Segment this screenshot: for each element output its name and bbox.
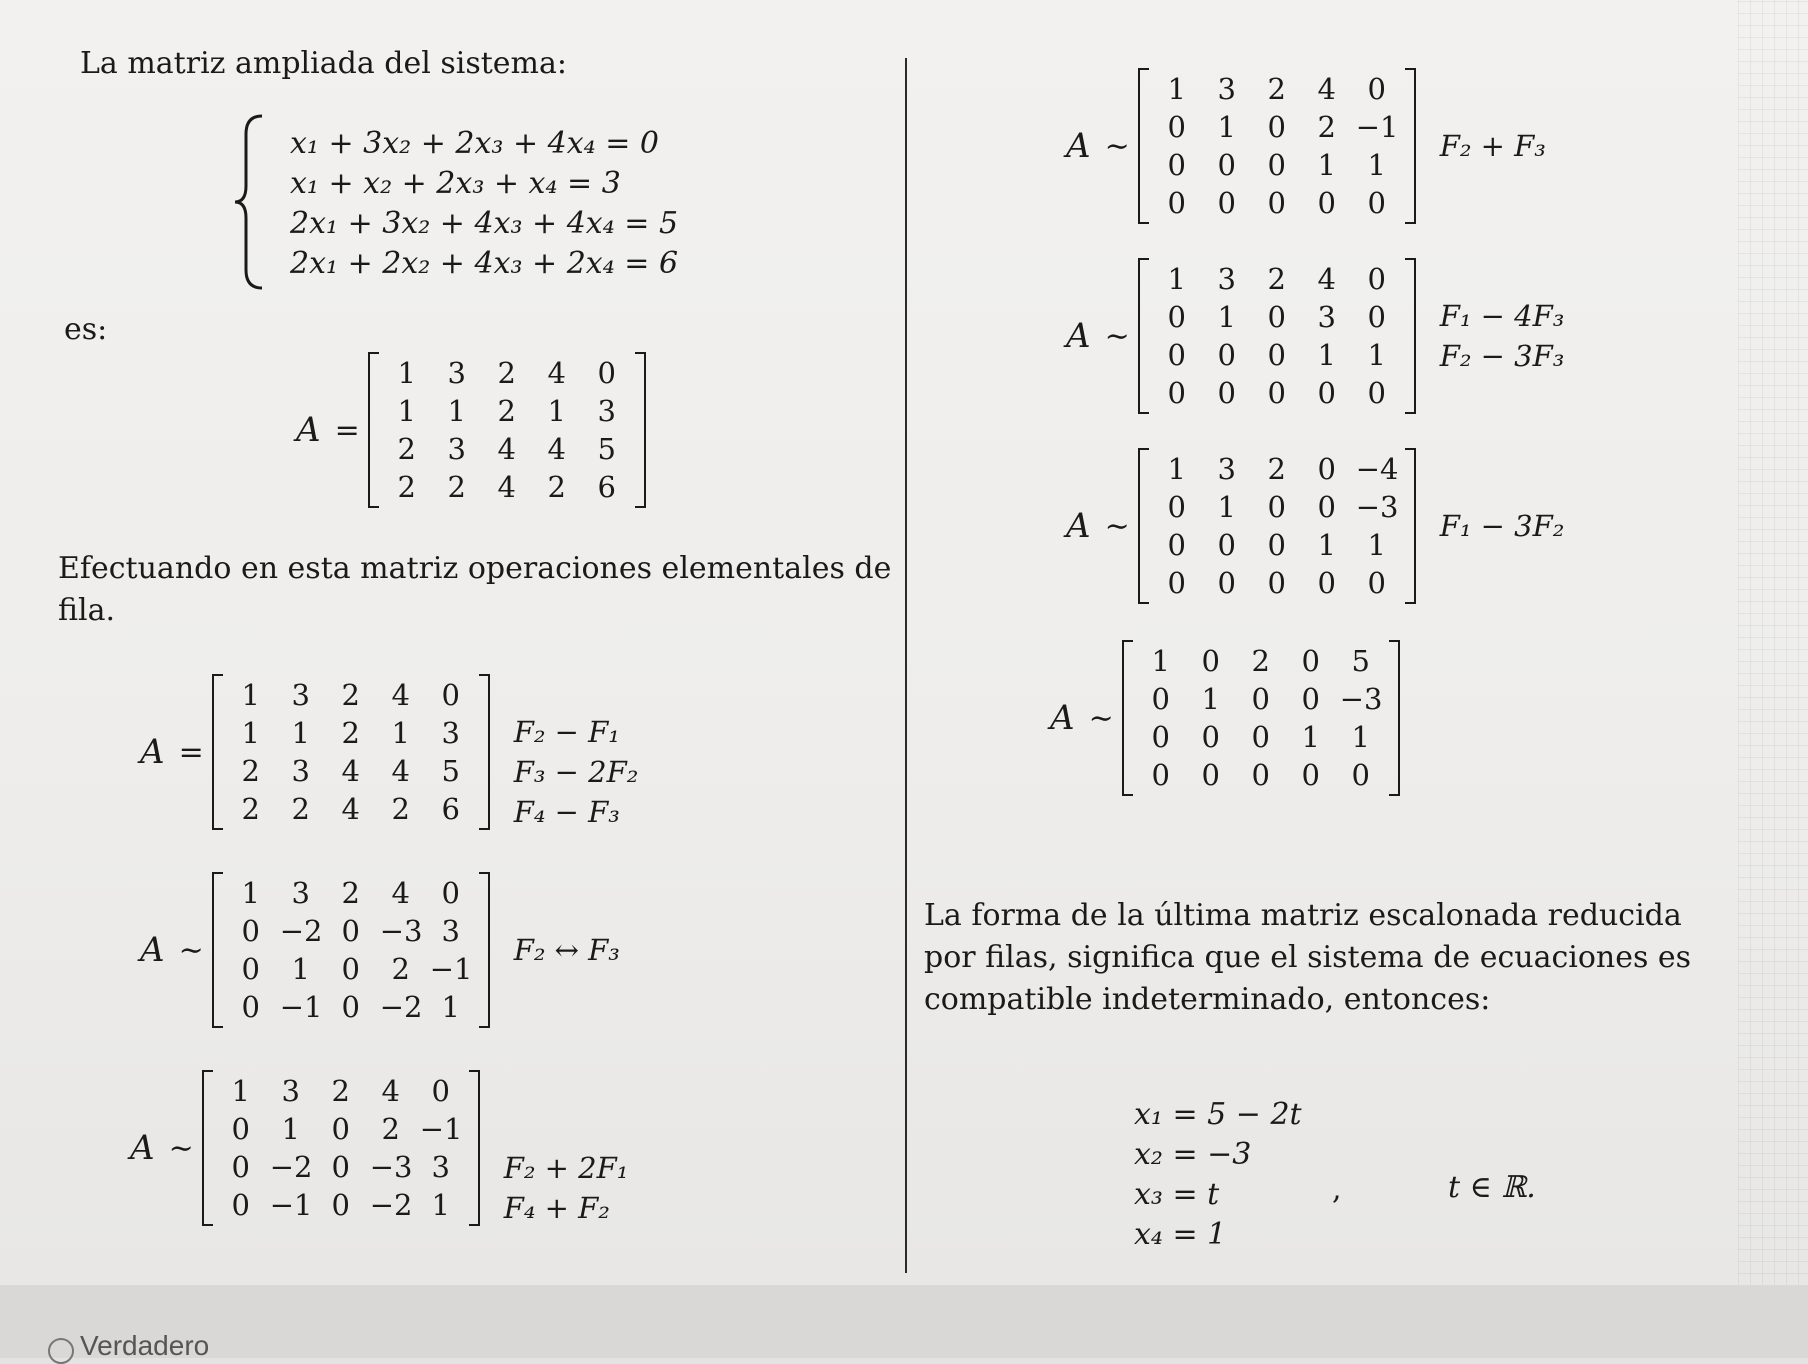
reduction-step-6 bbox=[1066, 448, 1564, 604]
matrix-cell: 0 bbox=[241, 952, 260, 986]
matrix-cell: 0 bbox=[1267, 376, 1286, 410]
matrix-cell: 6 bbox=[597, 470, 616, 504]
matrix-cell: 4 bbox=[547, 432, 566, 466]
matrix-cell: 6 bbox=[441, 792, 460, 826]
matrix-cell: 1 bbox=[431, 1188, 450, 1222]
matrix-cell: 0 bbox=[1267, 528, 1286, 562]
matrix-cell: 2 bbox=[341, 716, 360, 750]
matrix-name: A bbox=[140, 930, 165, 970]
matrix-cell: 3 bbox=[1217, 262, 1236, 296]
matrix-cell: 0 bbox=[331, 1150, 350, 1184]
matrix-cell: −1 bbox=[279, 990, 323, 1024]
background-grid bbox=[1738, 0, 1808, 1358]
answer-area bbox=[0, 1285, 1808, 1358]
matrix-cell: −2 bbox=[269, 1150, 313, 1184]
matrix bbox=[1138, 448, 1416, 604]
matrix-cell: 0 bbox=[1267, 148, 1286, 182]
solution-equations bbox=[1134, 1095, 1302, 1255]
matrix-name: A bbox=[1066, 506, 1091, 546]
matrix-cell: 3 bbox=[441, 716, 460, 750]
matrix bbox=[1138, 258, 1416, 414]
row-operations bbox=[1440, 126, 1546, 166]
matrix-cell: 3 bbox=[431, 1150, 450, 1184]
matrix-cell: 2 bbox=[291, 792, 310, 826]
effect-paragraph: Efectuando en esta matriz operaciones elementales de fila. bbox=[58, 551, 892, 628]
matrix-cell: 0 bbox=[1367, 186, 1386, 220]
matrix-cell: 0 bbox=[597, 356, 616, 390]
matrix-cell: 0 bbox=[1317, 376, 1336, 410]
matrix-cell: −1 bbox=[1355, 110, 1399, 144]
matrix-cell: 2 bbox=[341, 876, 360, 910]
matrix-cell: 0 bbox=[1201, 758, 1220, 792]
matrix-cell: 2 bbox=[391, 952, 410, 986]
matrix-name: A bbox=[296, 410, 321, 450]
matrix-cell: 1 bbox=[547, 394, 566, 428]
matrix-cell: 0 bbox=[231, 1150, 250, 1184]
matrix-name: A bbox=[140, 732, 165, 772]
row-operations bbox=[514, 930, 620, 970]
matrix-cell: 2 bbox=[1317, 110, 1336, 144]
matrix-cell: 3 bbox=[1317, 300, 1336, 334]
matrix-cell: 1 bbox=[447, 394, 466, 428]
matrix-cell: 0 bbox=[1251, 682, 1270, 716]
matrix-cell: 1 bbox=[397, 356, 416, 390]
matrix-cell: 0 bbox=[331, 1188, 350, 1222]
relation-symbol: = bbox=[334, 412, 360, 448]
relation-symbol: ∼ bbox=[1104, 318, 1130, 354]
row-operation: F₂ + 2F₁ bbox=[503, 1151, 629, 1185]
relation-symbol: ∼ bbox=[168, 1130, 194, 1166]
matrix-cell: 2 bbox=[547, 470, 566, 504]
matrix-cell: 2 bbox=[1267, 262, 1286, 296]
matrix-cell: 1 bbox=[1367, 528, 1386, 562]
matrix-cell: 3 bbox=[291, 754, 310, 788]
matrix-cell: 0 bbox=[1267, 566, 1286, 600]
matrix-cell: 1 bbox=[1167, 262, 1186, 296]
matrix-cell: 2 bbox=[331, 1074, 350, 1108]
row-operation: F₂ + F₃ bbox=[1439, 129, 1546, 163]
matrix-cell: 1 bbox=[391, 716, 410, 750]
relation-symbol: ∼ bbox=[1088, 700, 1114, 736]
matrix-cell: 0 bbox=[1167, 110, 1186, 144]
matrix-cell: −3 bbox=[1355, 490, 1399, 524]
matrix-cell: 0 bbox=[1267, 110, 1286, 144]
matrix-cell: 2 bbox=[1267, 72, 1286, 106]
solution-separator: , bbox=[1332, 1172, 1342, 1207]
matrix-cell: 1 bbox=[1317, 338, 1336, 372]
matrix-cell: 2 bbox=[497, 356, 516, 390]
matrix-cell: 0 bbox=[241, 990, 260, 1024]
matrix-cell: 1 bbox=[1217, 110, 1236, 144]
augmented-matrix-block bbox=[296, 352, 646, 508]
matrix-cell: 0 bbox=[1367, 262, 1386, 296]
matrix-cell: 0 bbox=[1217, 186, 1236, 220]
matrix-cell: 0 bbox=[1167, 148, 1186, 182]
matrix-cell: 3 bbox=[1217, 452, 1236, 486]
matrix-cell: 0 bbox=[1167, 186, 1186, 220]
row-operation bbox=[504, 1108, 629, 1148]
matrix-cell: 1 bbox=[1167, 72, 1186, 106]
matrix-cell: 0 bbox=[1217, 566, 1236, 600]
matrix-cell: 0 bbox=[1167, 528, 1186, 562]
matrix-cell: 1 bbox=[1217, 490, 1236, 524]
matrix-cell: 0 bbox=[431, 1074, 450, 1108]
row-operations bbox=[1440, 506, 1565, 546]
matrix-cell: 0 bbox=[1167, 338, 1186, 372]
matrix-cell: 0 bbox=[331, 1112, 350, 1146]
row-operation: F₂ ↔ F₃ bbox=[513, 933, 620, 967]
matrix-cell: 0 bbox=[1217, 148, 1236, 182]
matrix-name: A bbox=[1066, 126, 1091, 166]
system-equation: x₁ + x₂ + 2x₃ + x₄ = 3 bbox=[290, 166, 621, 201]
matrix-cell: 4 bbox=[1317, 262, 1336, 296]
matrix-cell: −1 bbox=[269, 1188, 313, 1222]
linear-system bbox=[290, 124, 678, 284]
row-operation bbox=[514, 672, 639, 712]
matrix-cell: −2 bbox=[379, 990, 423, 1024]
matrix-cell: 1 bbox=[241, 678, 260, 712]
matrix-cell: 0 bbox=[1367, 376, 1386, 410]
matrix-cell: 0 bbox=[1301, 758, 1320, 792]
matrix-cell: 2 bbox=[241, 792, 260, 826]
matrix-cell: 4 bbox=[341, 754, 360, 788]
system-equation: x₁ + 3x₂ + 2x₃ + 4x₄ = 0 bbox=[290, 126, 659, 161]
matrix-cell: 2 bbox=[397, 432, 416, 466]
matrix-cell: 4 bbox=[547, 356, 566, 390]
row-operation: F₁ − 3F₂ bbox=[1439, 509, 1565, 543]
relation-symbol: ∼ bbox=[1104, 128, 1130, 164]
matrix-cell: 1 bbox=[441, 990, 460, 1024]
matrix-cell: 0 bbox=[341, 952, 360, 986]
matrix-cell: −3 bbox=[1339, 682, 1383, 716]
matrix-cell: 0 bbox=[1301, 644, 1320, 678]
matrix-cell: 1 bbox=[1167, 452, 1186, 486]
matrix-cell: 0 bbox=[231, 1112, 250, 1146]
matrix-cell: −3 bbox=[379, 914, 423, 948]
matrix bbox=[212, 674, 490, 830]
matrix-cell: 4 bbox=[391, 876, 410, 910]
matrix-cell: 0 bbox=[441, 876, 460, 910]
matrix-cell: 2 bbox=[497, 394, 516, 428]
matrix-cell: 1 bbox=[241, 876, 260, 910]
matrix-cell: 0 bbox=[1351, 758, 1370, 792]
reduction-step-2 bbox=[140, 872, 620, 1028]
matrix-cell: 3 bbox=[441, 914, 460, 948]
radio-option-label[interactable]: Verdadero bbox=[80, 1330, 210, 1361]
matrix-cell: 1 bbox=[1317, 528, 1336, 562]
matrix-cell: 1 bbox=[1301, 720, 1320, 754]
matrix-cell: 0 bbox=[1167, 566, 1186, 600]
matrix bbox=[1138, 68, 1416, 224]
system-equation: 2x₁ + 2x₂ + 4x₃ + 2x₄ = 6 bbox=[290, 246, 679, 281]
matrix-cell: 4 bbox=[497, 470, 516, 504]
matrix-cell: 3 bbox=[447, 432, 466, 466]
matrix-cell: −3 bbox=[369, 1150, 413, 1184]
matrix bbox=[212, 872, 490, 1028]
matrix-cell: 2 bbox=[381, 1112, 400, 1146]
matrix-cell: 0 bbox=[1217, 528, 1236, 562]
matrix-cell: 4 bbox=[341, 792, 360, 826]
matrix bbox=[202, 1070, 480, 1226]
parameter-domain: t ∈ ℝ. bbox=[1448, 1170, 1536, 1205]
matrix-cell: 1 bbox=[231, 1074, 250, 1108]
matrix-cell: 0 bbox=[241, 914, 260, 948]
matrix-cell: 5 bbox=[597, 432, 616, 466]
matrix-cell: 2 bbox=[397, 470, 416, 504]
radio-option-icon[interactable] bbox=[48, 1338, 74, 1364]
row-operations bbox=[504, 1068, 629, 1228]
matrix-cell: −2 bbox=[369, 1188, 413, 1222]
matrix-cell: 0 bbox=[1367, 566, 1386, 600]
reduction-step-7 bbox=[1050, 640, 1400, 796]
matrix-cell: −2 bbox=[279, 914, 323, 948]
relation-symbol: = bbox=[178, 734, 204, 770]
system-brace bbox=[232, 112, 266, 292]
matrix-cell: 0 bbox=[1317, 566, 1336, 600]
matrix-cell: 4 bbox=[381, 1074, 400, 1108]
matrix-cell: −1 bbox=[429, 952, 473, 986]
matrix-cell: 0 bbox=[1151, 758, 1170, 792]
reduction-step-5 bbox=[1066, 258, 1564, 414]
matrix-cell: 1 bbox=[1151, 644, 1170, 678]
matrix-cell: −4 bbox=[1355, 452, 1399, 486]
solution-eq: x₁ = 5 − 2t bbox=[1134, 1097, 1302, 1132]
relation-symbol: ∼ bbox=[178, 932, 204, 968]
matrix-cell: 0 bbox=[1367, 300, 1386, 334]
matrix-cell: 1 bbox=[1201, 682, 1220, 716]
reduction-step-1 bbox=[140, 672, 638, 832]
matrix-cell: 0 bbox=[1251, 720, 1270, 754]
matrix-cell: 3 bbox=[447, 356, 466, 390]
matrix-cell: 0 bbox=[1167, 376, 1186, 410]
matrix-cell: 1 bbox=[1217, 300, 1236, 334]
matrix-cell: 0 bbox=[1267, 490, 1286, 524]
es-label: es: bbox=[64, 312, 108, 347]
conclusion-paragraph: La forma de la última matriz escalonada reducida por filas, significa que el sistema de ecuaciones es compatible indeterminado, entonces: bbox=[924, 898, 1692, 1017]
matrix-cell: 2 bbox=[447, 470, 466, 504]
matrix-cell: 0 bbox=[1201, 720, 1220, 754]
matrix-cell: 2 bbox=[341, 678, 360, 712]
matrix-cell: 0 bbox=[1151, 682, 1170, 716]
row-operation: F₄ − F₃ bbox=[513, 795, 620, 829]
matrix-cell: 0 bbox=[341, 914, 360, 948]
matrix-cell: 0 bbox=[1217, 338, 1236, 372]
matrix-cell: 1 bbox=[291, 952, 310, 986]
matrix-cell: 0 bbox=[1201, 644, 1220, 678]
matrix-cell: 4 bbox=[391, 678, 410, 712]
solution-eq: x₃ = t bbox=[1134, 1177, 1220, 1212]
matrix-cell: 0 bbox=[1367, 72, 1386, 106]
matrix-cell: 0 bbox=[1167, 490, 1186, 524]
matrix-name: A bbox=[130, 1128, 155, 1168]
matrix-cell: −1 bbox=[419, 1112, 463, 1146]
row-operation: F₂ − F₁ bbox=[513, 715, 620, 749]
matrix-cell: 1 bbox=[241, 716, 260, 750]
matrix-cell: 0 bbox=[1267, 186, 1286, 220]
reduction-step-3 bbox=[130, 1068, 628, 1228]
matrix-cell: 0 bbox=[231, 1188, 250, 1222]
row-operation: F₂ − 3F₃ bbox=[1439, 339, 1565, 373]
matrix-cell: 1 bbox=[397, 394, 416, 428]
matrix-cell: 1 bbox=[1351, 720, 1370, 754]
row-operation: F₁ − 4F₃ bbox=[1439, 299, 1565, 333]
matrix-cell: 2 bbox=[391, 792, 410, 826]
row-operations bbox=[514, 672, 639, 832]
matrix-cell: 1 bbox=[1367, 148, 1386, 182]
matrix-cell: 3 bbox=[291, 876, 310, 910]
reduction-step-4 bbox=[1066, 68, 1546, 224]
matrix-cell: 5 bbox=[1351, 644, 1370, 678]
matrix-cell: 1 bbox=[281, 1112, 300, 1146]
row-operation: F₄ + F₂ bbox=[503, 1191, 610, 1225]
matrix-cell: 1 bbox=[1367, 338, 1386, 372]
matrix-cell: 2 bbox=[241, 754, 260, 788]
matrix-cell: 0 bbox=[1151, 720, 1170, 754]
column-divider bbox=[905, 58, 907, 1273]
row-operations bbox=[1440, 296, 1565, 376]
matrix-name: A bbox=[1050, 698, 1075, 738]
matrix-cell: 0 bbox=[1267, 300, 1286, 334]
matrix-cell: 3 bbox=[291, 678, 310, 712]
solution-eq: x₄ = 1 bbox=[1134, 1217, 1227, 1252]
matrix-cell: 0 bbox=[1317, 490, 1336, 524]
matrix-cell: 4 bbox=[497, 432, 516, 466]
matrix-cell: 0 bbox=[1317, 452, 1336, 486]
matrix bbox=[368, 352, 646, 508]
matrix-cell: 3 bbox=[281, 1074, 300, 1108]
matrix-cell: 0 bbox=[1167, 300, 1186, 334]
solution-eq: x₂ = −3 bbox=[1134, 1137, 1252, 1172]
matrix-cell: 0 bbox=[341, 990, 360, 1024]
row-operation bbox=[504, 1068, 629, 1108]
matrix-cell: 4 bbox=[391, 754, 410, 788]
matrix bbox=[1122, 640, 1400, 796]
matrix-cell: 1 bbox=[291, 716, 310, 750]
intro-title: La matriz ampliada del sistema: bbox=[80, 46, 567, 81]
relation-symbol: ∼ bbox=[1104, 508, 1130, 544]
matrix-cell: 0 bbox=[1301, 682, 1320, 716]
matrix-cell: 2 bbox=[1251, 644, 1270, 678]
matrix-cell: 5 bbox=[441, 754, 460, 788]
row-operation: F₃ − 2F₂ bbox=[513, 755, 639, 789]
matrix-name: A bbox=[1066, 316, 1091, 356]
matrix-cell: 0 bbox=[1251, 758, 1270, 792]
matrix-cell: 0 bbox=[1217, 376, 1236, 410]
matrix-cell: 4 bbox=[1317, 72, 1336, 106]
matrix-cell: 3 bbox=[597, 394, 616, 428]
matrix-cell: 0 bbox=[441, 678, 460, 712]
matrix-cell: 1 bbox=[1317, 148, 1336, 182]
matrix-cell: 2 bbox=[1267, 452, 1286, 486]
matrix-cell: 0 bbox=[1267, 338, 1286, 372]
system-equation: 2x₁ + 3x₂ + 4x₃ + 4x₄ = 5 bbox=[290, 206, 679, 241]
matrix-cell: 3 bbox=[1217, 72, 1236, 106]
matrix-cell: 0 bbox=[1317, 186, 1336, 220]
